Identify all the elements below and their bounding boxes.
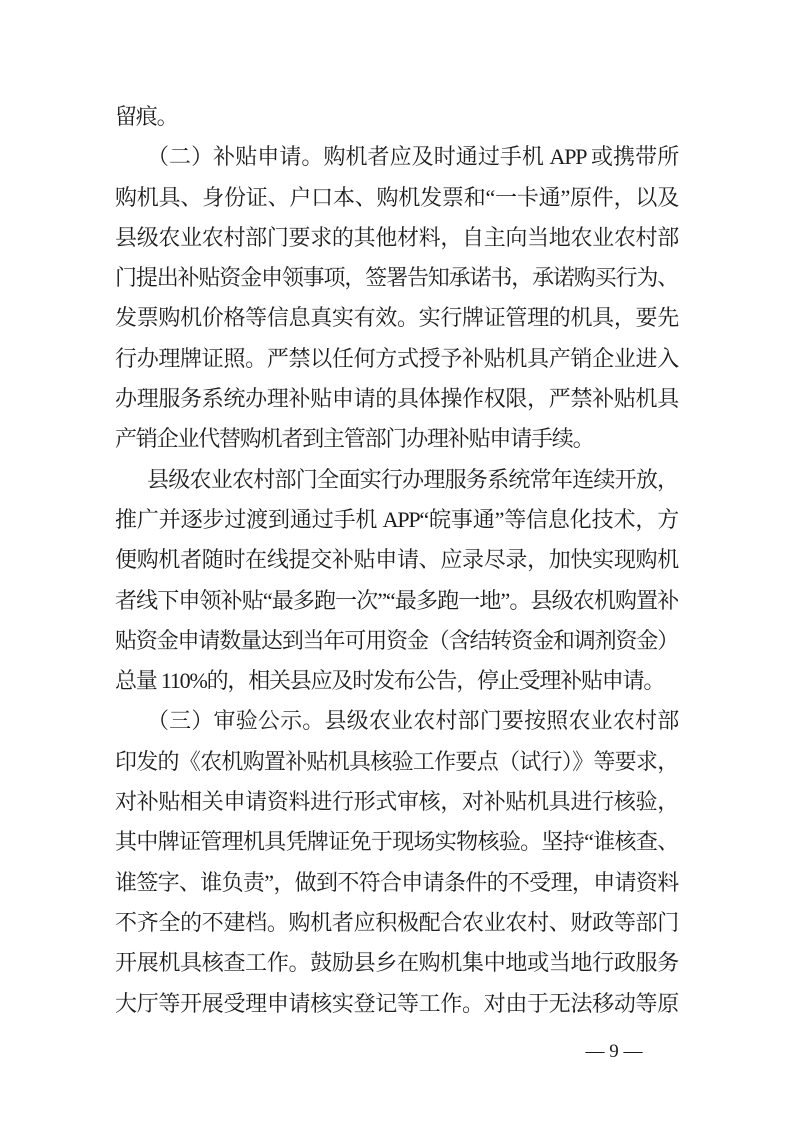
text-line-content: 印发的《农机购置补贴机具核验工作要点（试行）》等要求， bbox=[115, 748, 678, 774]
text-line-content: 县级农业农村部门全面实行办理服务系统常年连续开放， bbox=[147, 466, 678, 492]
text-line bbox=[115, 298, 678, 338]
text-line bbox=[115, 863, 678, 903]
text-line-content: 发票购机价格等信息真实有效。实行牌证管理的机具，要先 bbox=[115, 305, 678, 331]
text-line bbox=[115, 621, 678, 661]
text-line-content: 留痕。 bbox=[115, 104, 178, 129]
text-line bbox=[115, 500, 678, 540]
text-line-content: 大厅等开展受理申请核实登记等工作。对由于无法移动等原 bbox=[115, 990, 678, 1016]
text-line-content: 谁签字、谁负责”，做到不符合申请条件的不受理，申请资料 bbox=[115, 869, 678, 895]
text-line bbox=[115, 178, 678, 218]
text-line bbox=[115, 540, 678, 580]
text-line-content: 便购机者随时在线提交补贴申请、应录尽录，加快实现购机 bbox=[115, 547, 678, 573]
text-line bbox=[115, 661, 678, 701]
text-line bbox=[115, 822, 678, 862]
paragraph-heading: （三）审验公示。 bbox=[147, 708, 325, 734]
page-number: — 9 — bbox=[585, 1041, 643, 1062]
text-line-content: 者线下申领补贴“最多跑一次”“最多跑一地”。县级农机购置补 bbox=[115, 587, 678, 613]
text-line-content: 购机者应及时通过手机 APP 或携带所 bbox=[323, 144, 678, 170]
text-line-content: 总量 110%的，相关县应及时发布公告，停止受理补贴申请。 bbox=[115, 668, 665, 694]
text-line bbox=[115, 701, 678, 741]
text-line bbox=[115, 218, 678, 258]
text-line-content: 开展机具核查工作。鼓励县乡在购机集中地或当地行政服务 bbox=[115, 950, 678, 976]
text-line bbox=[115, 984, 678, 1024]
text-line-content: 县级农业农村部门要按照农业农村部 bbox=[324, 708, 678, 734]
text-block bbox=[115, 97, 678, 1024]
text-line-content: 其中牌证管理机具凭牌证免于现场实物核验。坚持“谁核查、 bbox=[115, 829, 678, 855]
text-line bbox=[115, 379, 678, 419]
text-line-content: 办理服务系统办理补贴申请的具体操作权限，严禁补贴机具 bbox=[115, 386, 678, 412]
text-line-content: 贴资金申请数量达到当年可用资金（含结转资金和调剂资金） bbox=[115, 627, 678, 653]
text-line bbox=[115, 97, 678, 137]
text-line bbox=[115, 258, 678, 298]
text-line-content: 县级农业农村部门要求的其他材料，自主向当地农业农村部 bbox=[115, 224, 678, 250]
text-line-content: 门提出补贴资金申领事项，签署告知承诺书，承诺购买行为、 bbox=[115, 265, 678, 291]
text-line bbox=[115, 460, 678, 500]
text-line bbox=[115, 419, 678, 459]
text-line bbox=[115, 782, 678, 822]
text-line-content: 行办理牌证照。严禁以任何方式授予补贴机具产销企业进入 bbox=[115, 345, 678, 371]
text-line bbox=[115, 742, 678, 782]
text-line bbox=[115, 581, 678, 621]
text-line-content: 不齐全的不建档。购机者应积极配合农业农村、财政等部门 bbox=[115, 909, 678, 935]
text-line-content: 推广并逐步过渡到通过手机 APP“皖事通”等信息化技术，方 bbox=[115, 506, 678, 532]
paragraph-heading: （二）补贴申请。 bbox=[147, 144, 324, 170]
text-line-content: 购机具、身份证、户口本、购机发票和“一卡通”原件，以及 bbox=[115, 184, 678, 210]
text-line bbox=[115, 943, 678, 983]
text-line bbox=[115, 903, 678, 943]
text-line bbox=[115, 339, 678, 379]
text-line-content: 产销企业代替购机者到主管部门办理补贴申请手续。 bbox=[115, 426, 594, 452]
text-line bbox=[115, 137, 678, 177]
text-line-content: 对补贴相关申请资料进行形式审核，对补贴机具进行核验， bbox=[115, 789, 678, 815]
